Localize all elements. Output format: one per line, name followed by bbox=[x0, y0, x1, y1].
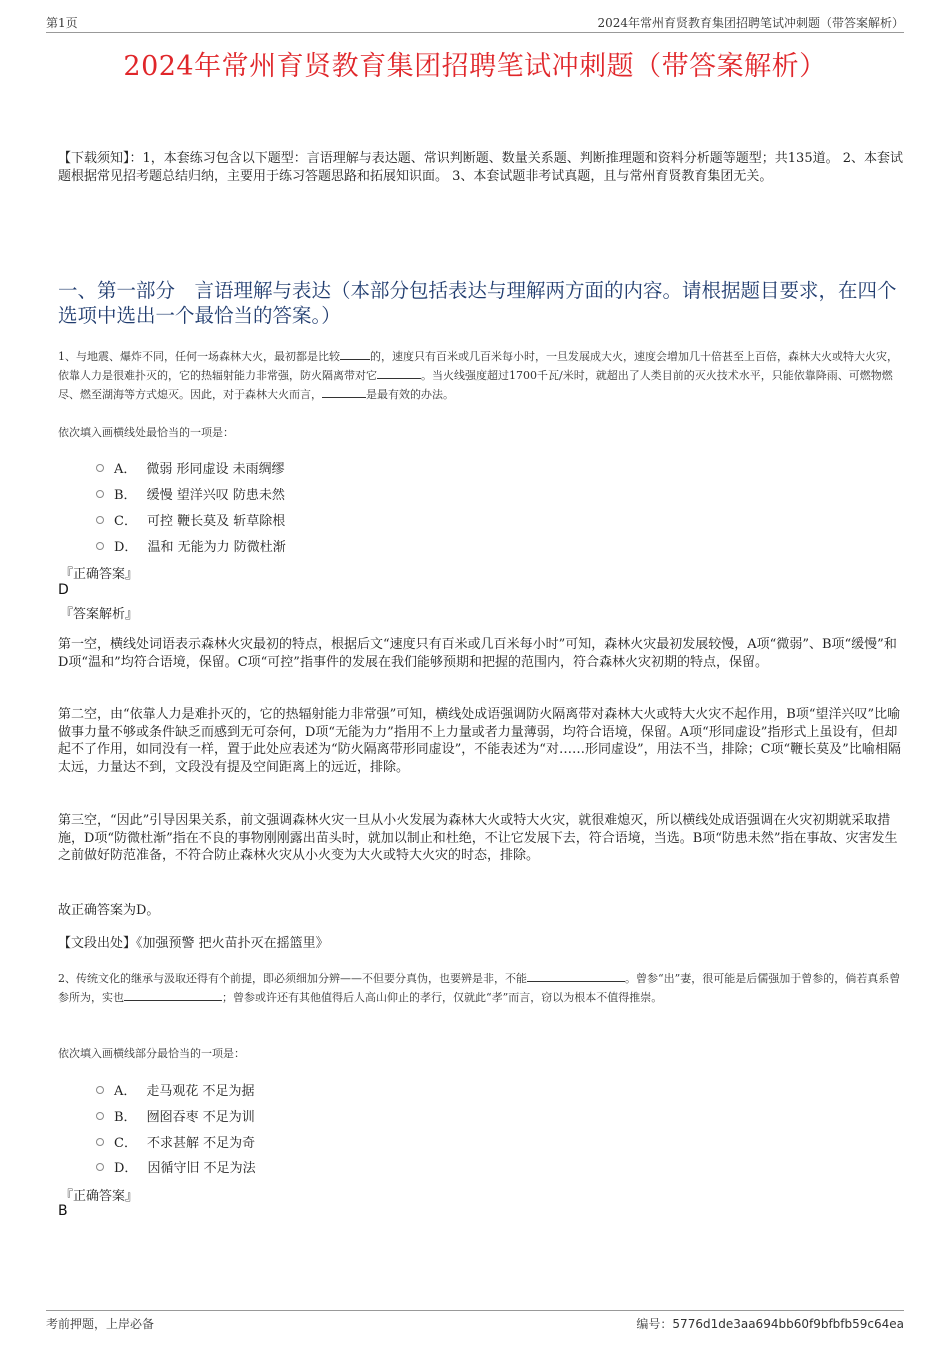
q1-source: 【文段出处】《加强预警 把火苗扑灭在摇篮里》 bbox=[58, 936, 329, 951]
radio-icon[interactable] bbox=[96, 542, 104, 550]
q1-option-c[interactable]: C． 可控 鞭长莫及 斩草除根 bbox=[96, 510, 285, 529]
code-label: 编号： bbox=[636, 1317, 673, 1331]
page-number: 第1页 bbox=[46, 16, 78, 30]
q2-answer: B bbox=[58, 1203, 68, 1219]
q1-option-b[interactable]: B． 缓慢 望洋兴叹 防患未然 bbox=[96, 484, 285, 503]
q2-option-b[interactable]: B． 囫囵吞枣 不足为训 bbox=[96, 1106, 255, 1125]
footer-divider bbox=[46, 1310, 904, 1311]
radio-icon[interactable] bbox=[96, 1086, 104, 1094]
blank-2 bbox=[124, 989, 222, 1001]
q1-analysis-para-3: 第三空，“因此”引导因果关系，前文强调森林火灾一旦从小火发展为森林大火或特大火灾，就很难熄灭，所以横线处成语强调在火灾初期就采取措施，D项“防微杜渐”指在不良的事物刚刚露出苗头时，就加以制止和杜绝，不让它发展下去，符合语境，当选。B项“防患未然”指在事故、灾害发生之前做好防范准备，不符合防止森林火灾从小火变为大火或特大火灾的时态，排除。 bbox=[58, 813, 898, 863]
q2-option-c[interactable]: C． 不求甚解 不足为奇 bbox=[96, 1132, 255, 1151]
blank-1 bbox=[340, 348, 370, 360]
blank-1 bbox=[527, 970, 625, 982]
header-doc-title: 2024年常州育贤教育集团招聘笔试冲刺题（带答案解析） bbox=[597, 16, 904, 30]
q2-option-a[interactable]: A． 走马观花 不足为据 bbox=[96, 1080, 255, 1099]
radio-icon[interactable] bbox=[96, 1138, 104, 1146]
q1-option-d[interactable]: D． 温和 无能为力 防微杜渐 bbox=[96, 536, 286, 555]
document-title: 2024年常州育贤教育集团招聘笔试冲刺题（带答案解析） bbox=[123, 51, 827, 82]
download-notice: 【下载须知】：1，本套练习包含以下题型：言语理解与表达题、常识判断题、数量关系题、判断推理题和资料分析题等题型；共135道。 2、本套试题根据常见招考题总结归纳，主要用于练习答题思路和拓展知识面。 3、本套试题非考试真题，且与常州育贤教育集团无关。 bbox=[58, 151, 903, 184]
radio-icon[interactable] bbox=[96, 1163, 104, 1171]
q1-answer-label: 『正确答案』 bbox=[60, 567, 139, 582]
question-2-text: 2、传统文化的继承与汲取还得有个前提，即必须细加分辨——不但要分真伪，也要辨是非，不能 。曾参“出”妻，很可能是后儒强加于曾参的，倘若真系曾参所为，实也 ；曾参或许还有其他值得后人高山仰止的孝行，仅就此“孝”而言，窃以为根本不值得推崇。 bbox=[58, 972, 901, 1004]
q1-analysis-label: 『答案解析』 bbox=[60, 607, 139, 622]
q1-option-a[interactable]: A． 微弱 形同虚设 未雨绸缪 bbox=[96, 458, 285, 477]
radio-icon[interactable] bbox=[96, 516, 104, 524]
header-divider bbox=[46, 32, 904, 33]
question-1-prompt: 依次填入画横线处最恰当的一项是： bbox=[58, 426, 234, 439]
section-heading: 一、第一部分 言语理解与表达（本部分包括表达与理解两方面的内容。请根据题目要求，在四个选项中选出一个最恰当的答案。） bbox=[58, 279, 897, 327]
q1-analysis-para-1: 第一空，横线处词语表示森林火灾最初的特点，根据后文“速度只有百米或几百米每小时”可知，森林火灾最初发展较慢，A项“微弱”、B项“缓慢”和D项“温和”均符合语境，保留。C项“可控”指事件的发展在我们能够预期和把握的范围内，符合森林火灾初期的特点，保留。 bbox=[58, 637, 897, 670]
radio-icon[interactable] bbox=[96, 490, 104, 498]
question-1-text: 1、与地震、爆炸不同，任何一场森林大火，最初都是比较 的，速度只有百米或几百米每小时，一旦发展成大火，速度会增加几十倍甚至上百倍，森林大火或特大火灾，依靠人力是很难扑灭的，它的热辐射能力非常强，防火隔离带对它 。当火线强度超过1700千瓦/米时，就超出了人类目前的灭火技术水平，只能依靠降雨、可燃物燃尽、燃至湖海等方式熄灭。因此，对于森林大火而言， 是最有效的办法。 bbox=[58, 350, 898, 401]
footer-doc-code bbox=[636, 1315, 904, 1332]
radio-icon[interactable] bbox=[96, 1112, 104, 1120]
q2-answer-label: 『正确答案』 bbox=[60, 1189, 139, 1204]
radio-icon[interactable] bbox=[96, 464, 104, 472]
question-2-prompt: 依次填入画横线部分最恰当的一项是： bbox=[58, 1047, 245, 1060]
code-value: 5776d1de3aa694bb60f9bfbfb59c64ea bbox=[672, 1317, 904, 1331]
q2-option-d[interactable]: D． 因循守旧 不足为法 bbox=[96, 1157, 256, 1176]
q1-analysis-para-2: 第二空，由“依靠人力是难扑灭的，它的热辐射能力非常强”可知，横线处成语强调防火隔离带对森林大火或特大火灾不起作用，B项“望洋兴叹”比喻做事力量不够或条件缺乏而感到无可奈何，D项“无能为力”指用不上力量或者力量薄弱，均符合语境，保留。A项“形同虚设”指形式上虽设有，但却起不了作用，如同没有一样，置于此处应表述为“防火隔离带形同虚设”，不能表述为“对……形同虚设”，用法不当，排除；C项“鞭长莫及”比喻相隔太远，力量达不到，文段没有提及空间距离上的远近，排除。 bbox=[58, 707, 901, 775]
q1-answer: D bbox=[58, 582, 69, 598]
q1-analysis-conclusion: 故正确答案为D。 bbox=[58, 903, 160, 918]
footer-slogan: 考前押题，上岸必备 bbox=[46, 1317, 155, 1331]
blank-3 bbox=[322, 386, 366, 398]
blank-2 bbox=[377, 367, 421, 379]
